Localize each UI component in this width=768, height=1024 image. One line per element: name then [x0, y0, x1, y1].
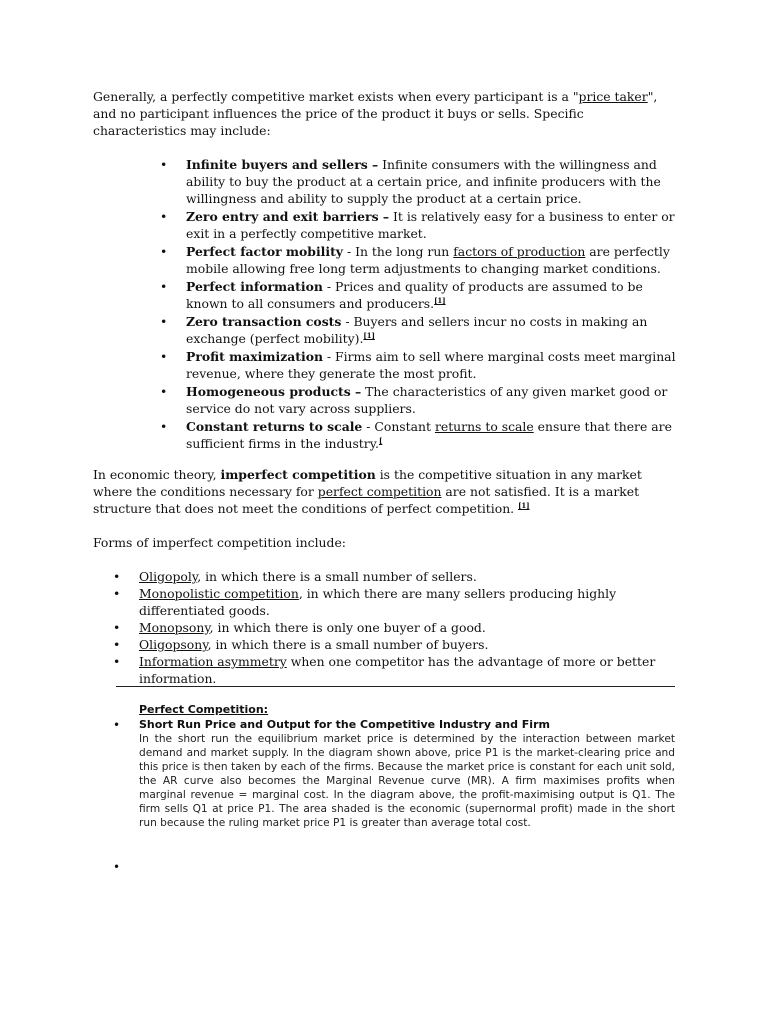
forms-list [113, 568, 678, 687]
short-run-section [113, 718, 675, 830]
returns-to-scale-link[interactable]: returns to scale [434, 419, 534, 434]
bullet-icon: • [160, 279, 168, 294]
bullet-icon: • [113, 586, 121, 601]
oligopsony-link[interactable]: Oligopsony [139, 637, 208, 652]
list-item: • Homogeneous products – The characteristics of any given market good or service do not vary across suppliers. [160, 384, 668, 416]
short-run-body: In the short run the equilibrium market price is determined by the interaction between market demand and market supply. In the diagram shown above, price P1 is the market-clearing price and this price is then taken by each of the firms. Because the market price is constant for each unit sold, the AR curve also becomes the Marginal Revenue curve (MR). A firm maximises profits when marginal revenue = marginal cost. In the diagram above, the profit-maximising output is Q1. The firm sells Q1 at price P1. The area shaded is the economic (supernormal profit) made in the short run because the ruling market price P1 is greater than average total cost. [139, 733, 675, 829]
list-item: • Infinite buyers and sellers – Infinite consumers with the willingness and ability to buy the product at a certain price, and infinite producers with the willingness and ability to supply the product at a certain price. [160, 157, 661, 206]
bullet-icon: • [113, 718, 121, 732]
list-item: • Constant returns to scale - Constant returns to scale ensure that there are sufficient firms in the industry.[ [160, 419, 672, 451]
reference-link[interactable]: [1] [363, 331, 375, 340]
bullet-icon: • [160, 349, 168, 364]
bullet-icon: • [113, 620, 121, 635]
empty-bullet-icon: • [113, 860, 121, 874]
characteristics-list [160, 156, 680, 453]
bullet-icon: • [113, 654, 121, 669]
list-item: • Zero entry and exit barriers – It is relatively easy for a business to enter or exit in a perfectly competitive market. [160, 209, 675, 241]
reference-link[interactable]: [1] [434, 296, 446, 305]
bullet-icon: • [113, 569, 121, 584]
oligopoly-link[interactable]: Oligopoly [139, 569, 198, 584]
short-run-heading: • Short Run Price and Output for the Competitive Industry and Firm [113, 718, 550, 732]
list-item: • Perfect factor mobility - In the long run factors of production are perfectly mobile allowing free long term adjustments to changing market conditions. [160, 244, 670, 276]
bullet-icon: • [160, 419, 168, 434]
bullet-icon: • [113, 637, 121, 652]
price-taker-link[interactable]: price taker [578, 89, 648, 104]
reference-link[interactable]: [1] [518, 501, 530, 510]
bullet-icon: • [160, 157, 168, 172]
list-item: • Oligopsony, in which there is a small number of buyers. [113, 637, 489, 652]
list-item: • Zero transaction costs - Buyers and sellers incur no costs in making an exchange (perfect mobility).[1] [160, 314, 648, 346]
list-item: • Perfect information - Prices and quality of products are assumed to be known to all consumers and producers.[1] [160, 279, 643, 311]
monopolistic-competition-link[interactable]: Monopolistic competition [139, 586, 299, 601]
bullet-icon: • [160, 314, 168, 329]
list-item: • Monopolistic competition, in which there are many sellers producing highly differentiated goods. [113, 586, 617, 618]
list-item: • Profit maximization - Firms aim to sell where marginal costs meet marginal revenue, where they generate the most profit. [160, 349, 676, 381]
bullet-icon: • [160, 209, 168, 224]
monopsony-link[interactable]: Monopsony [139, 620, 210, 635]
factors-of-production-link[interactable]: factors of production [453, 244, 586, 259]
bullet-icon: • [160, 384, 168, 399]
list-item: • Oligopoly, in which there is a small number of sellers. [113, 569, 477, 584]
bullet-icon: • [160, 244, 168, 259]
reference-link[interactable]: [ [379, 436, 383, 445]
intro-paragraph: Generally, a perfectly competitive market exists when every participant is a "price taker", and no participant influences the price of the product it buys or sells. Specific characteristics may include: [93, 89, 658, 138]
horizontal-divider [116, 686, 675, 687]
information-asymmetry-link[interactable]: Information asymmetry [139, 654, 287, 669]
list-item: • Monopsony, in which there is only one buyer of a good. [113, 620, 486, 635]
forms-intro: Forms of imperfect competition include: [93, 535, 346, 550]
perfect-competition-title: Perfect Competition: [139, 703, 269, 716]
list-item: • Information asymmetry when one competitor has the advantage of more or better information. [113, 654, 656, 686]
perfect-competition-link[interactable]: perfect competition [317, 484, 442, 499]
imperfect-competition-paragraph: In economic theory, imperfect competition is the competitive situation in any market where the conditions necessary for perfect competition are not satisfied. It is a market structure that does not meet the conditions of perfect competition. [1] [93, 467, 642, 516]
